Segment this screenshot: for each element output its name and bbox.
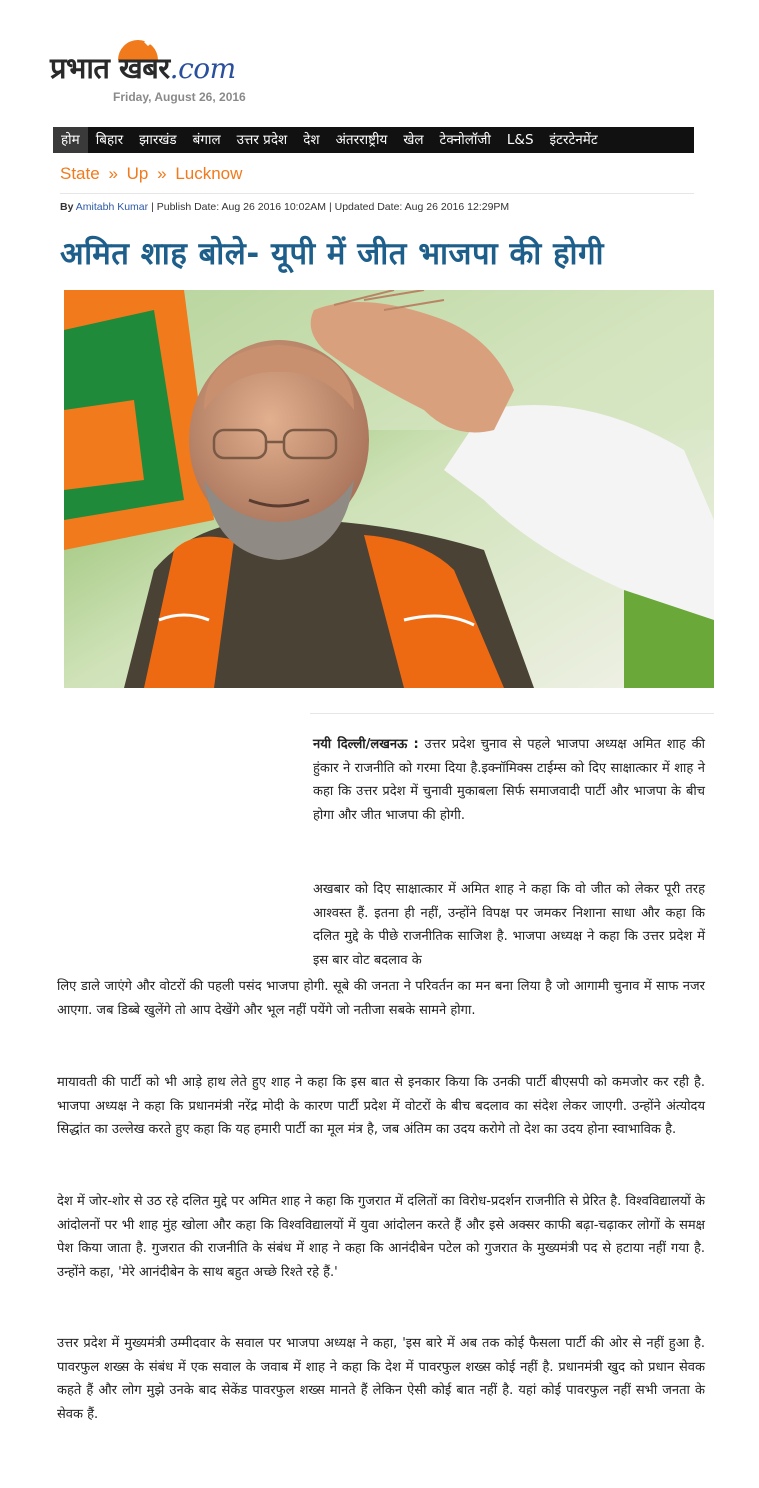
paragraph-1-text: उत्तर प्रदेश चुनाव से पहले भाजपा अध्यक्ष अमित शाह की हुंकार ने राजनीति को गरमा दिया है.इक्नॉमिक्स टाईम्स को दिए साक्षात्कार में शाह ने कहा कि उत्तर प्रदेश में चुनावी मुकाबला सिर्फ समाजवादी पार्टी और भाजपा के बीच होगा और जीत भाजपा की होगी. <box>313 737 705 823</box>
breadcrumb-separator: » <box>108 164 118 183</box>
breadcrumb-separator: » <box>157 164 167 183</box>
header-date: Friday, August 26, 2016 <box>113 90 246 104</box>
site-logo[interactable] <box>50 32 320 94</box>
nav-item-ls[interactable]: L&S <box>506 132 534 148</box>
updated-label: Updated Date: <box>334 201 403 213</box>
nav-item-technology[interactable]: टेक्नोलॉजी <box>439 132 491 148</box>
breadcrumb-lucknow[interactable]: Lucknow <box>175 164 243 183</box>
nav-item-international[interactable]: अंतरराष्ट्रीय <box>335 132 388 148</box>
breadcrumb-state[interactable]: State <box>60 164 100 183</box>
byline: By Amitabh Kumar | Publish Date: Aug 26 2016 10:02AM | Updated Date: Aug 26 2016 12:29PM <box>60 201 510 213</box>
nav-item-home[interactable]: होम <box>53 127 88 153</box>
article-headline: अमित शाह बोले- यूपी में जीत भाजपा की होगी <box>60 236 605 272</box>
article-paragraph-1 <box>313 733 705 827</box>
divider <box>310 713 714 714</box>
nav-item-jharkhand[interactable]: झारखंड <box>139 132 177 148</box>
nav-item-bengal[interactable]: बंगाल <box>192 132 221 148</box>
publish-label: Publish Date: <box>156 201 220 213</box>
nav-item-uttar-pradesh[interactable]: उत्तर प्रदेश <box>236 132 288 148</box>
breadcrumb <box>60 164 242 184</box>
article-paragraph-4: देश में जोर-शोर से उठ रहे दलित मुद्दे पर अमित शाह ने कहा कि गुजरात में दलितों का विरोध-प्रदर्शन राजनीति से प्रेरित है. विश्वविद्यालयों के आंदोलनों पर भी शाह मुंह खोला और कहा कि विश्वविद्यालयों में युवा आंदोलन करते हैं और इसे अक्सर काफी बढ़ा-चढ़ाकर लोगों के समक्ष पेश किया जाता है. गुजरात की राजनीति के संबंध में शाह ने कहा कि आनंदीबेन पटेल को गुजरात के मुख्यमंत्री पद से हटाया नहीं गया है. उन्होंने कहा, 'मेरे आनंदीबेन के साथ बहुत अच्छे रिश्ते रहे हैं.' <box>57 1194 705 1280</box>
nav-item-desh[interactable]: देश <box>303 132 320 148</box>
author-link[interactable]: Amitabh Kumar <box>75 201 149 213</box>
byline-by-label: By <box>60 201 74 213</box>
logo-main-text: प्रभात खबर <box>50 51 170 85</box>
article-hero-image <box>64 290 714 688</box>
nav-item-bihar[interactable]: बिहार <box>95 132 124 148</box>
nav-item-entertainment[interactable]: इंटरटेनमेंट <box>549 132 598 148</box>
article-paragraph-2: अखबार को दिए साक्षात्कार में अमित शाह ने कहा कि वो जीत को लेकर पूरी तरह आश्वस्त हैं. इतना ही नहीं, उन्होंने विपक्ष पर जमकर निशाना साधा और कहा कि दलित मुद्दे के पीछे राजनीतिक साजिश है. भाजपा अध्यक्ष ने कहा कि उत्तर प्रदेश में इस बार वोट बदलाव के <box>313 882 705 968</box>
logo-wordmark <box>50 48 236 87</box>
breadcrumb-up[interactable]: Up <box>126 164 149 183</box>
article-paragraph-3: मायावती की पार्टी को भी आड़े हाथ लेते हुए शाह ने कहा कि इस बात से इनकार किया कि उनकी पार्टी बीएसपी को कमजोर कर रही है. भाजपा अध्यक्ष ने कहा कि प्रधानमंत्री नरेंद्र मोदी के कारण पार्टी प्रदेश में वोटरों के बीच बदलाव का संदेश लेकर जाएगी. उन्होंने अंत्योदय सिद्धांत का उल्लेख करते हुए कहा कि यह हमारी पार्टी का मूल मंत्र है, जब अंतिम का उदय करोगे तो देश का उदय होना स्वाभाविक है. <box>57 1075 705 1137</box>
publish-date: Aug 26 2016 10:02AM <box>221 201 327 213</box>
main-nav <box>53 127 694 153</box>
nav-item-sports[interactable]: खेल <box>403 132 424 148</box>
updated-date: Aug 26 2016 12:29PM <box>404 201 510 213</box>
article-paragraph-2-continued: लिए डाले जाएंगे और वोटरों की पहली पसंद भाजपा होगी. सूबे की जनता ने परिवर्तन का मन बना लिया है जो आगामी चुनाव में साफ नजर आएगा. जब डिब्बे खुलेंगे तो आप देखेंगे और भूल नहीं पयेंगे जो नतीजा सबके सामने होगा. <box>57 979 705 1018</box>
divider <box>60 193 694 194</box>
logo-suffix-text: .com <box>169 52 236 85</box>
politician-photo-icon <box>64 290 714 688</box>
article-paragraph-5: उत्तर प्रदेश में मुख्यमंत्री उम्मीदवार के सवाल पर भाजपा अध्यक्ष ने कहा, 'इस बारे में अब तक कोई फैसला पार्टी की ओर से नहीं हुआ है. पावरफुल शख्स के संबंध में एक सवाल के जवाब में शाह ने कहा कि देश में पावरफुल शख्स कोई नहीं है. प्रधानमंत्री खुद को प्रधान सेवक कहते हैं और लोग मुझे उनके बाद सेकेंड पावरफुल शख्स मानते हैं लेकिन ऐसी कोई बात नहीं है. यहां कोई पावरफुल नहीं सभी जनता के सेवक हैं. <box>57 1336 705 1422</box>
article-dateline: नयी दिल्ली/लखनऊ : <box>313 737 419 752</box>
